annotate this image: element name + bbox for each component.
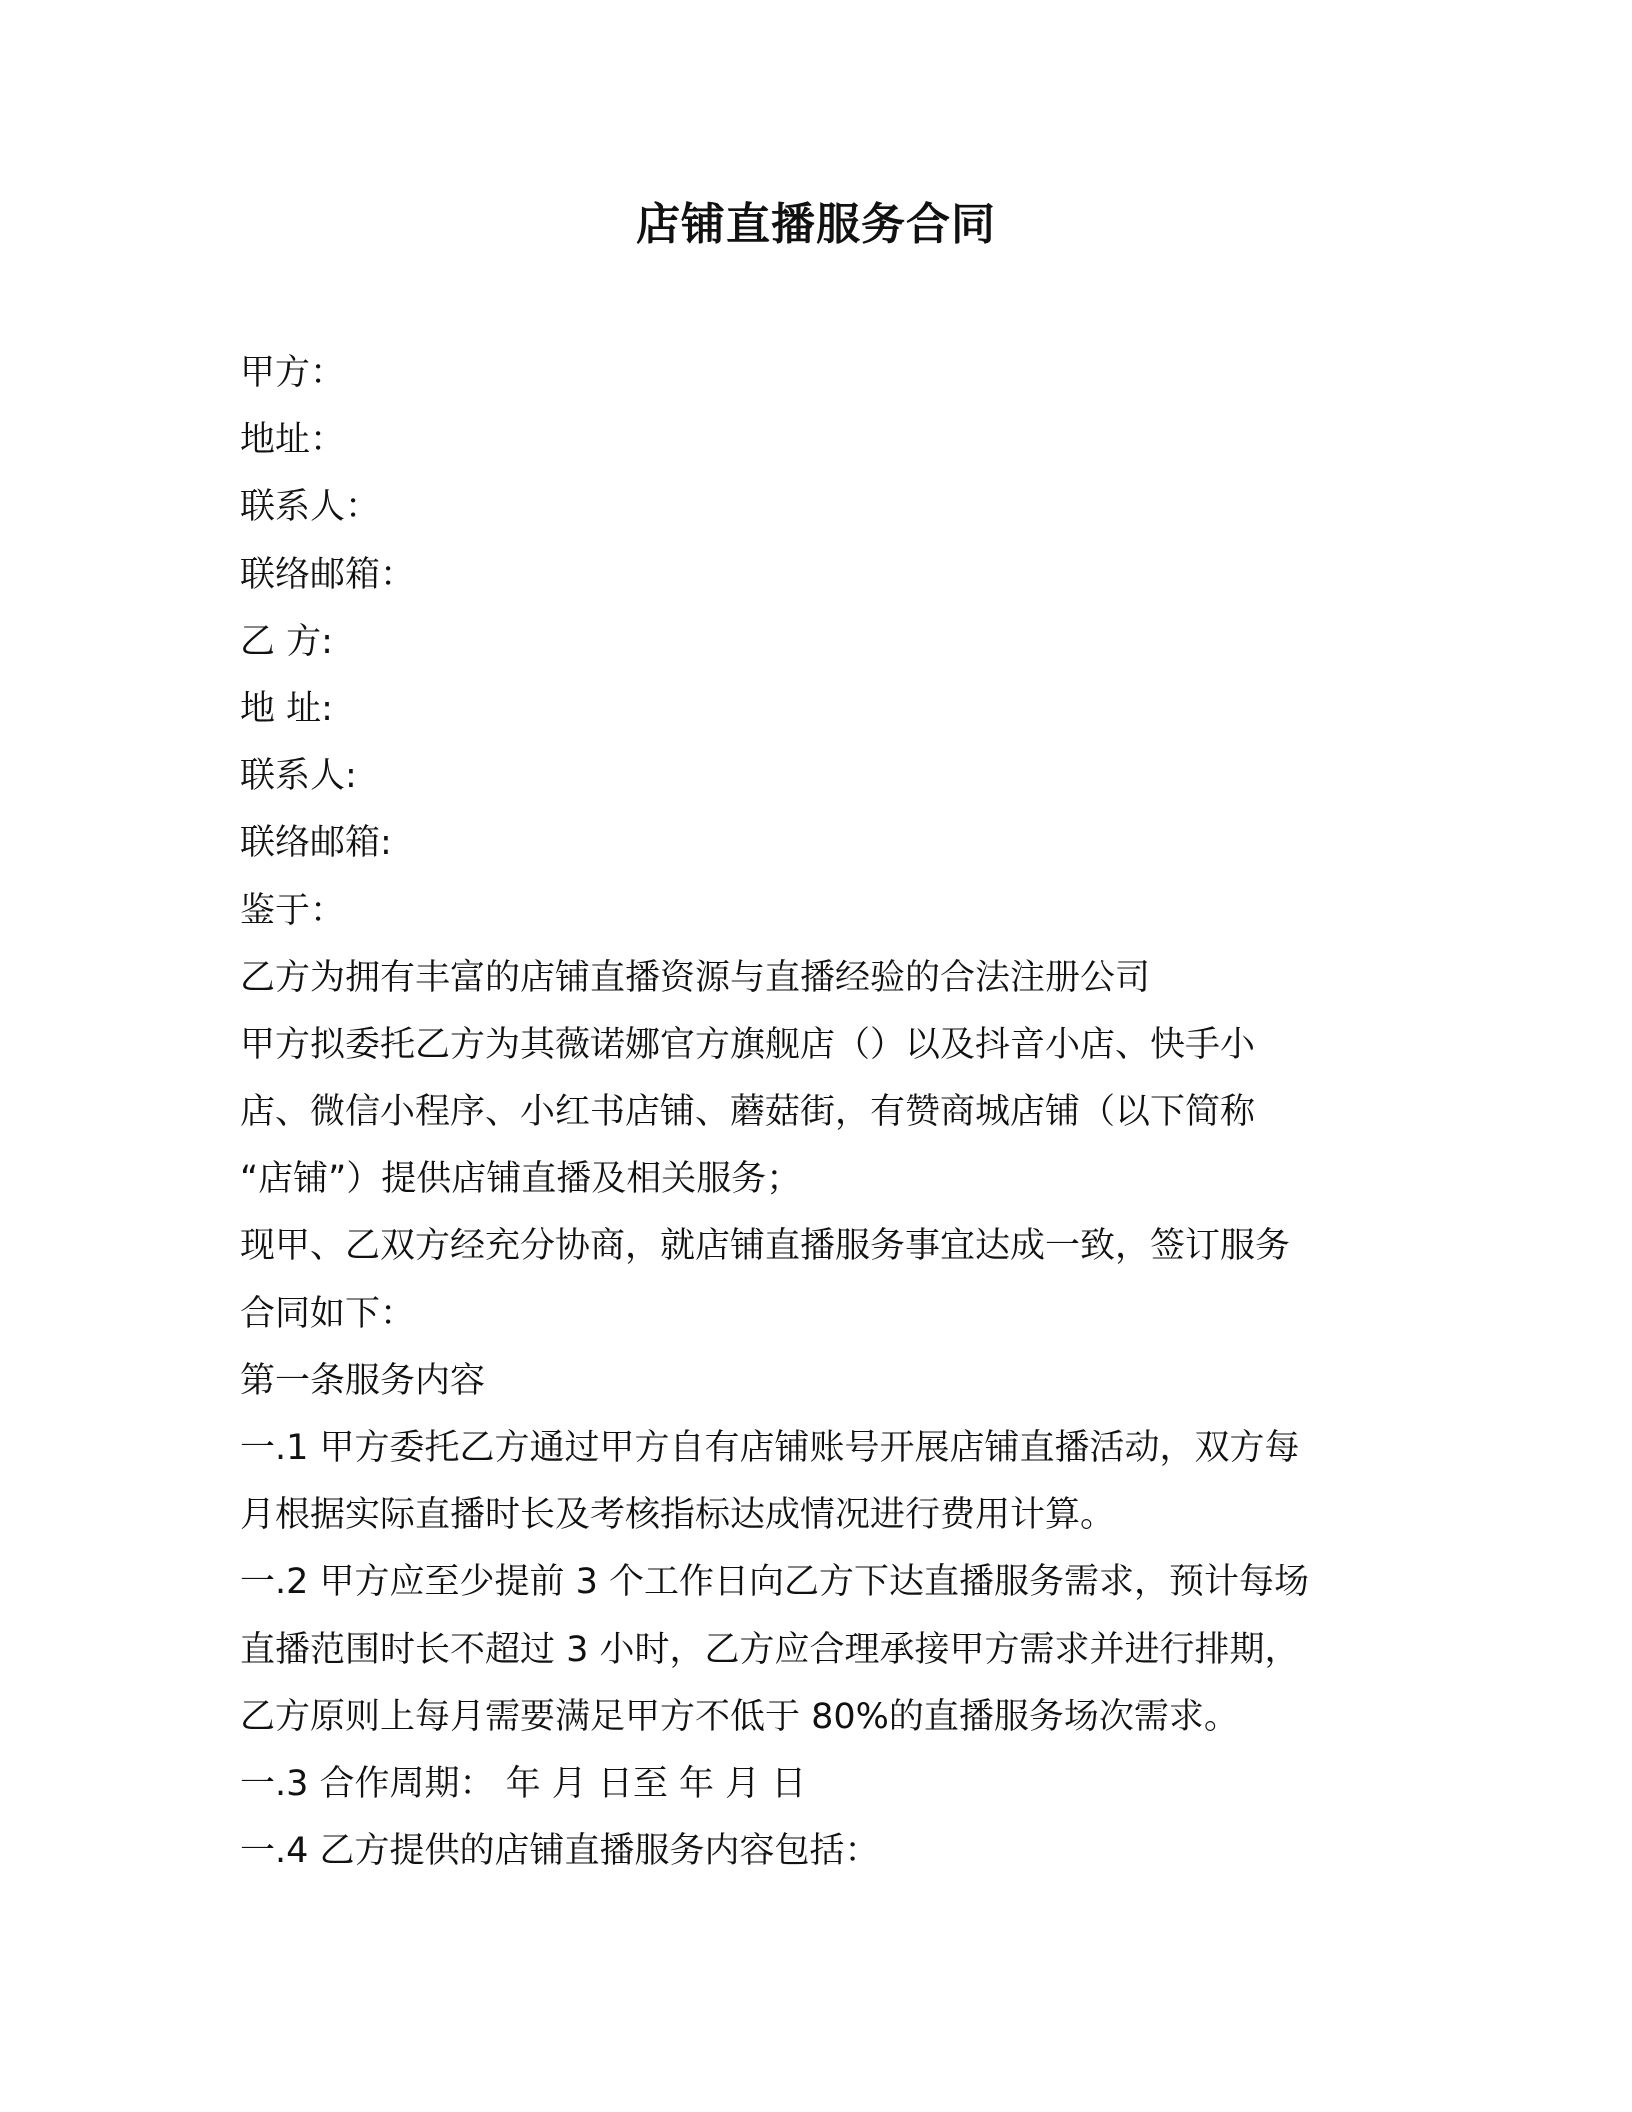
party-a-contact-label: 联系人：: [240, 487, 381, 528]
party-b-address-label: 地 址:: [240, 688, 333, 729]
clause-1-2-line: 乙方原则上每月需要满足甲方不低于 80%的直播服务场次需求。: [240, 1696, 1239, 1737]
whereas-heading: 鉴于：: [240, 890, 346, 931]
paragraph-line: 甲方拟委托乙方为其薇诺娜官方旗舰店（）以及抖音小店、快手小: [240, 1024, 1256, 1065]
party-a-label: 甲方：: [240, 353, 346, 393]
clause-1-1-line: 月根据实际直播时长及考核指标达成情况进行费用计算。: [240, 1495, 1116, 1536]
paragraph-line: 店、微信小程序、小红书店铺、蘑菇街，有赞商城店铺（以下简称: [240, 1092, 1256, 1133]
paragraph-line: “店铺”）提供店铺直播及相关服务；: [240, 1159, 802, 1200]
document-title: 店铺直播服务合同: [636, 199, 996, 250]
clause-1-4-line: 一.4 乙方提供的店铺直播服务内容包括：: [240, 1831, 880, 1872]
party-b-email-label: 联络邮箱:: [240, 823, 392, 864]
clause-1-2-line: 直播范围时长不超过 3 小时，乙方应合理承接甲方需求并进行排期，: [240, 1629, 1300, 1670]
paragraph-line: 乙方为拥有丰富的店铺直播资源与直播经验的合法注册公司: [240, 957, 1151, 998]
party-a-address-label: 地址：: [240, 420, 346, 461]
party-b-label: 乙 方:: [240, 621, 333, 662]
article-1-heading: 第一条服务内容: [240, 1360, 486, 1401]
party-a-email-label: 联络邮箱：: [240, 554, 416, 595]
document-body: [240, 340, 1390, 1885]
paragraph-line: 现甲、乙双方经充分协商，就店铺直播服务事宜达成一致，签订服务: [240, 1226, 1291, 1267]
party-b-contact-label: 联系人:: [240, 756, 357, 797]
paragraph-line: 合同如下：: [240, 1293, 416, 1334]
clause-1-1-line: 一.1 甲方委托乙方通过甲方自有店铺账号开展店铺直播活动，双方每: [240, 1428, 1300, 1468]
clause-1-3-line: 一.3 合作周期： 年 月 日至 年 月 日: [240, 1763, 807, 1804]
clause-1-2-line: 一.2 甲方应至少提前 3 个工作日向乙方下达直播服务需求，预计每场: [240, 1562, 1310, 1603]
